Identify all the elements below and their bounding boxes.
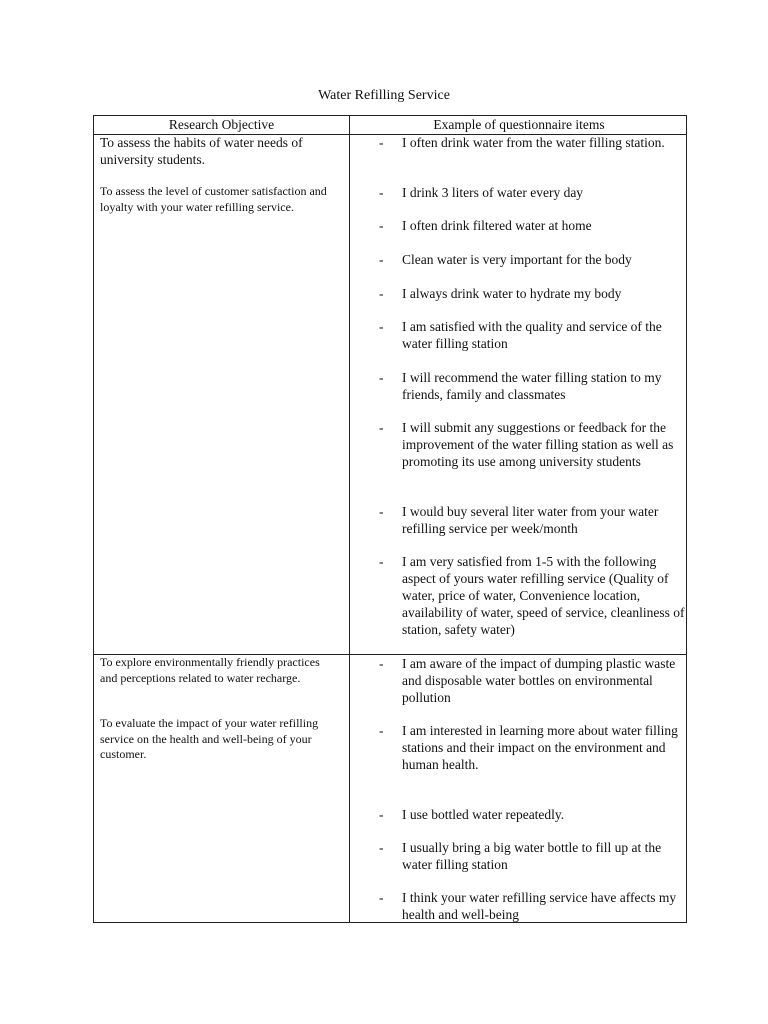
item-text: Clean water is very important for the body <box>402 252 632 267</box>
item-text: I am very satisfied from 1-5 with the following aspect of yours water refilling service (Quality of water, price of water, Convenience location, availability of water, speed of service, cleanliness of station, safety water) <box>402 554 685 637</box>
research-table <box>93 115 687 923</box>
objective-text: To explore environmentally friendly practices and perceptions related to water recharge. <box>100 655 320 685</box>
bullet-dash: - <box>379 319 384 334</box>
header-questionnaire-items: Example of questionnaire items <box>433 117 605 132</box>
bullet-dash: - <box>379 420 384 435</box>
bullet-dash: - <box>379 807 384 822</box>
item-text: I think your water refilling service have affects my health and well-being <box>402 890 677 922</box>
item-text: I would buy several liter water from your water refilling service per week/month <box>402 504 659 536</box>
bullet-dash: - <box>379 554 384 569</box>
bullet-dash: - <box>379 504 384 519</box>
document-title: Water Refilling Service <box>318 88 450 103</box>
item-text: I will recommend the water filling station to my friends, family and classmates <box>402 370 662 402</box>
objective-text: To assess the habits of water needs of university students. <box>100 135 303 167</box>
bullet-dash: - <box>379 185 384 200</box>
item-text: I always drink water to hydrate my body <box>402 286 622 301</box>
column-divider <box>349 116 350 922</box>
bullet-dash: - <box>379 252 384 267</box>
bullet-dash: - <box>379 840 384 855</box>
item-text: I use bottled water repeatedly. <box>402 807 565 822</box>
item-text: I will submit any suggestions or feedback for the improvement of the water filling station as well as promoting its use among university students <box>402 420 674 469</box>
bullet-dash: - <box>379 656 384 671</box>
bullet-dash: - <box>379 218 384 233</box>
item-text: I drink 3 liters of water every day <box>402 185 584 200</box>
item-text: I often drink filtered water at home <box>402 218 592 233</box>
bullet-dash: - <box>379 890 384 905</box>
item-text: I am aware of the impact of dumping plastic waste and disposable water bottles on environmental pollution <box>402 656 676 705</box>
item-text: I am interested in learning more about water filling stations and their impact on the environment and human health. <box>402 723 678 772</box>
objective-text: To evaluate the impact of your water refilling service on the health and well-being of your customer. <box>100 716 319 761</box>
header-research-objective: Research Objective <box>168 117 275 132</box>
item-text: I usually bring a big water bottle to fill up at the water filling station <box>402 840 662 872</box>
bullet-dash: - <box>379 723 384 738</box>
bullet-dash: - <box>379 135 384 150</box>
objective-text: To assess the level of customer satisfaction and loyalty with your water refilling service. <box>100 184 327 214</box>
bullet-dash: - <box>379 370 384 385</box>
item-text: I often drink water from the water filling station. <box>402 135 665 150</box>
item-text: I am satisfied with the quality and service of the water filling station <box>402 319 662 351</box>
bullet-dash: - <box>379 286 384 301</box>
